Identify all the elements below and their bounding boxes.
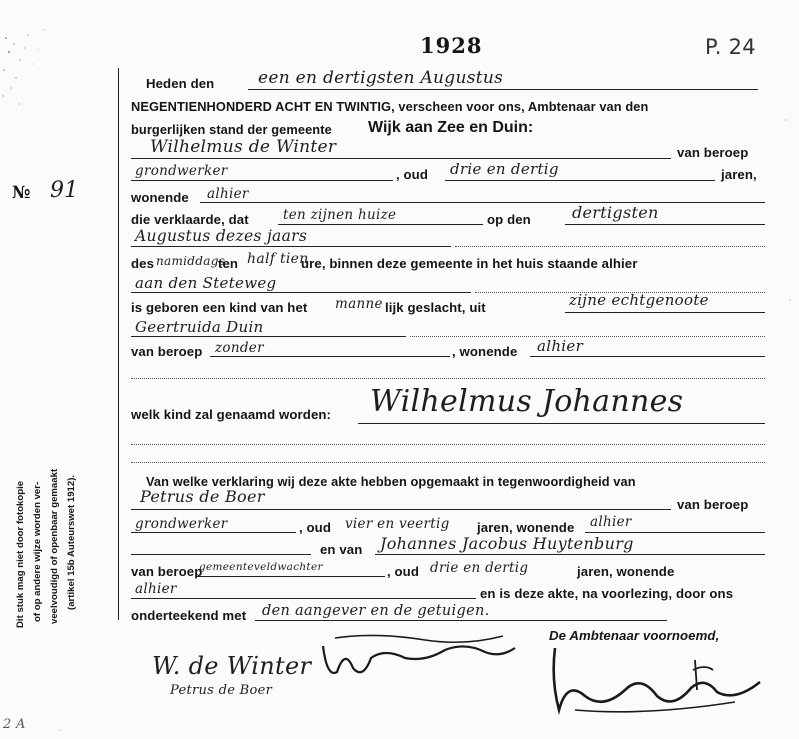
- heden-den-label: Heden den: [146, 76, 215, 91]
- jaren-wonende-label: jaren, wonende: [477, 520, 575, 535]
- dotted-line: [131, 378, 765, 379]
- jaren-wonende-label-2: jaren, wonende: [577, 564, 675, 579]
- declarant-name: Wilhelmus de Winter: [150, 137, 337, 157]
- witness2-age: drie en dertig: [430, 560, 529, 576]
- declaration-statement: Van welke verklaring wij deze akte hebben opgemaakt in tegenwoordigheid van: [146, 474, 636, 489]
- die-verklaarde-label: die verklaarde, dat: [131, 212, 249, 227]
- witness2-residence: alhier: [135, 581, 177, 597]
- birth-month: Augustus dezes jaars: [135, 227, 308, 245]
- signature-witness1: Petrus de Boer: [170, 683, 273, 698]
- ure-label: ure, binnen deze gemeente in het huis staande alhier: [301, 256, 638, 271]
- wonende-label-2: , wonende: [452, 344, 518, 359]
- birth-time: half tien: [247, 251, 309, 267]
- date-of-act: een en dertigsten Augustus: [258, 68, 504, 88]
- mother-occupation: zonder: [215, 340, 264, 356]
- op-den-label: op den: [487, 212, 531, 227]
- oud-label-2: , oud: [299, 520, 331, 535]
- margin-rule: [118, 68, 119, 620]
- dotted-line: [455, 246, 765, 247]
- declarant-occupation: grondwerker: [135, 163, 228, 179]
- municipality-name: Wijk aan Zee en Duin:: [368, 119, 534, 136]
- rule-line: [530, 356, 765, 357]
- rule-line: [358, 423, 765, 424]
- en-van-label: en van: [320, 542, 363, 557]
- record-number-label: №: [12, 183, 31, 203]
- van-beroep-label-2: van beroep: [131, 344, 203, 359]
- van-beroep-label-4: van beroep: [131, 564, 203, 579]
- record-year: 1928: [420, 33, 483, 58]
- witness1-name: Petrus de Boer: [140, 487, 265, 506]
- geslacht-label: lijk geslacht, uit: [385, 300, 486, 315]
- place-of-birth: ten zijnen huize: [283, 207, 397, 223]
- civil-registry-label: burgerlijken stand der gemeente: [131, 122, 332, 137]
- declarant-age: drie en dertig: [450, 160, 559, 178]
- van-beroep-label: van beroep: [677, 145, 749, 160]
- rule-line: [131, 554, 311, 555]
- rule-line: [131, 158, 671, 159]
- jaren-label: jaren,: [721, 167, 757, 182]
- onderteekend-label: onderteekend met: [131, 608, 247, 623]
- mother-name: Geertruida Duin: [135, 318, 264, 336]
- side-note-4: (artikel 15b Auteurswet 1912).: [66, 474, 77, 610]
- birth-street: aan den Steteweg: [135, 274, 277, 292]
- rule-line: [210, 356, 450, 357]
- signature-official-scribble: [545, 640, 775, 720]
- signature-declarant: W. de Winter: [152, 652, 312, 680]
- ambtenaar-label: De Ambtenaar voornoemd,: [549, 628, 720, 643]
- rule-line: [131, 246, 451, 247]
- voorlezing-label: en is deze akte, na voorlezing, door ons: [480, 586, 734, 601]
- rule-line: [248, 89, 758, 90]
- dotted-line: [131, 444, 765, 445]
- record-number-value: 91: [50, 178, 79, 203]
- dotted-line: [410, 336, 765, 337]
- rule-line: [565, 224, 765, 225]
- witness1-age: vier en veertig: [345, 516, 450, 532]
- spouse-relation: zijne echtgenoote: [569, 291, 709, 309]
- side-note-1: Dit stuk mag niet door fotokopie: [15, 480, 26, 628]
- child-name-label: welk kind zal genaamd worden:: [131, 407, 332, 422]
- van-beroep-label-3: van beroep: [677, 497, 749, 512]
- des-label: des: [131, 256, 155, 271]
- ten-label: ten: [218, 256, 239, 271]
- page-reference: P. 24: [705, 35, 756, 59]
- rule-line: [375, 554, 765, 555]
- witness2-name: Johannes Jacobus Huytenburg: [380, 534, 634, 553]
- side-note-2: of op andere wijze worden ver-: [32, 481, 43, 622]
- signed-by: den aangever en de getuigen.: [262, 603, 490, 619]
- child-sex: manne: [335, 296, 383, 312]
- birth-day: dertigsten: [572, 203, 659, 222]
- rule-line: [445, 180, 715, 181]
- side-note-3: veelvoudigd of openbaar gemaakt: [49, 468, 60, 624]
- geboren-label: is geboren een kind van het: [131, 300, 308, 315]
- day-part: namiddags: [156, 254, 226, 268]
- mother-residence: alhier: [537, 337, 584, 355]
- oud-label-3: , oud: [387, 564, 419, 579]
- rule-line: [131, 180, 393, 181]
- dotted-line: [131, 462, 765, 463]
- rule-line: [131, 336, 406, 337]
- rule-line: [565, 312, 765, 313]
- rule-line: [131, 532, 296, 533]
- rule-line: [200, 202, 765, 203]
- rule-line: [585, 532, 765, 533]
- witness1-occupation: grondwerker: [135, 516, 228, 532]
- corner-mark: 2 A: [3, 717, 26, 732]
- rule-line: [131, 292, 471, 293]
- year-declaration: NEGENTIENHONDERD ACHT EN TWINTIG, verscheen voor ons, Ambtenaar van den: [131, 99, 649, 114]
- child-name: Wilhelmus Johannes: [370, 384, 684, 419]
- rule-line: [278, 224, 483, 225]
- rule-line: [197, 576, 385, 577]
- wonende-label: wonende: [131, 190, 189, 205]
- signature-witness2-scribble: [315, 628, 525, 688]
- rule-line: [131, 598, 476, 599]
- oud-label: , oud: [396, 167, 428, 182]
- rule-line: [131, 509, 671, 510]
- witness2-occupation: gemeenteveldwachter: [199, 561, 323, 573]
- rule-line: [255, 620, 667, 621]
- declarant-residence: alhier: [207, 186, 249, 202]
- witness1-residence: alhier: [590, 514, 632, 530]
